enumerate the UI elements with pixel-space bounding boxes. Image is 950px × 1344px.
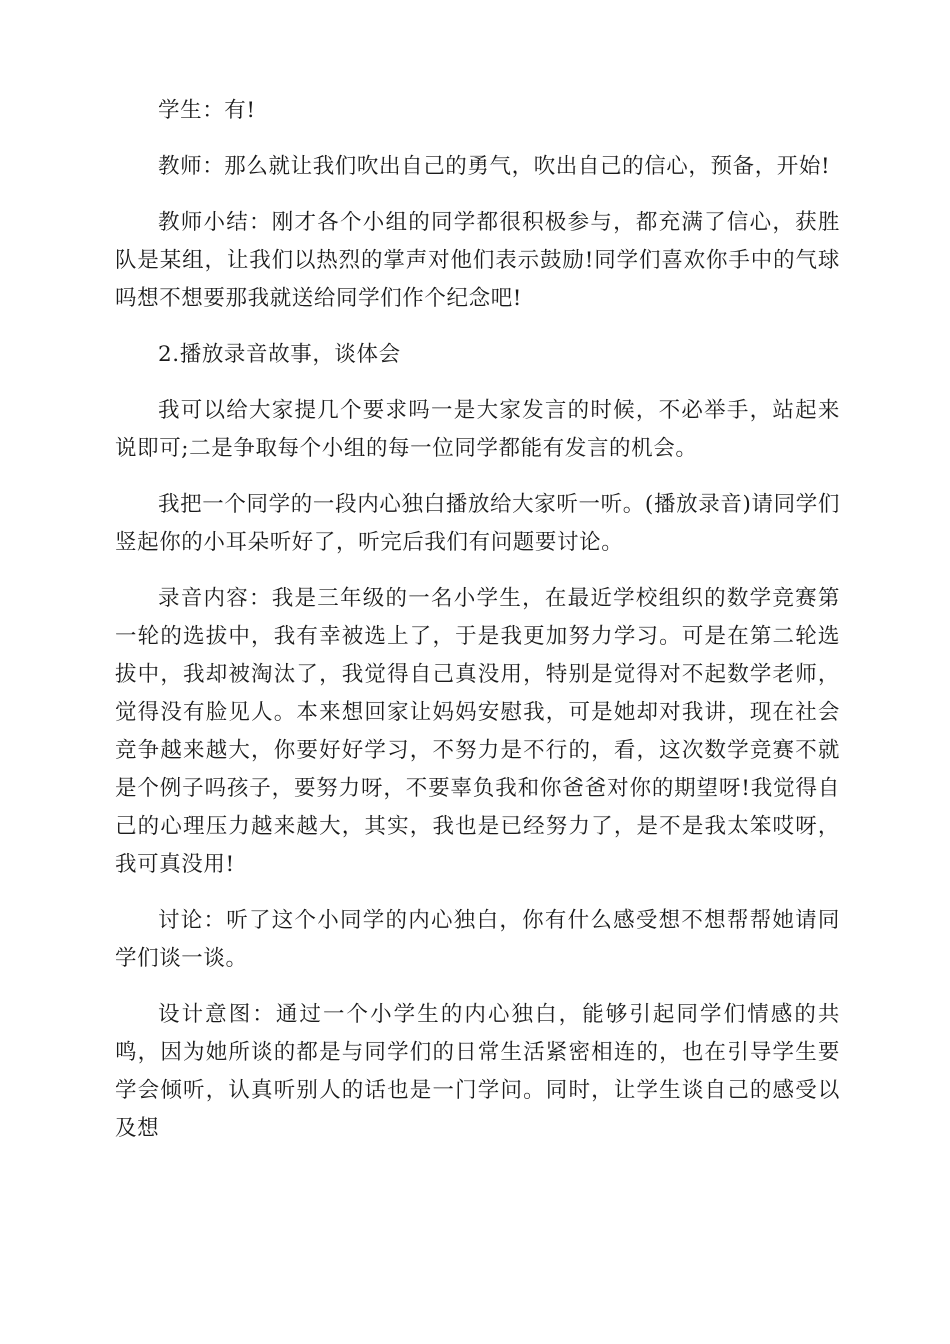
paragraph-requirements: 我可以给大家提几个要求吗一是大家发言的时候，不必举手，站起来说即可;二是争取每个小组的每一位同学都能有发言的机会。 — [115, 398, 840, 461]
document-body — [115, 92, 840, 1166]
paragraph-play-recording: 我把一个同学的一段内心独白播放给大家听一听。(播放录音)请同学们竖起你的小耳朵听好了，听完后我们有问题要讨论。 — [115, 492, 840, 555]
paragraph-student-answer: 学生：有! — [158, 98, 256, 123]
paragraph-teacher-summary: 教师小结：刚才各个小组的同学都很积极参与，都充满了信心，获胜队是某组，让我们以热烈的掌声对他们表示鼓励!同学们喜欢你手中的气球吗想不想要那我就送给同学们作个纪念吧! — [115, 210, 840, 311]
paragraph-recording-content: 录音内容：我是三年级的一名小学生，在最近学校组织的数学竞赛第一轮的选拔中，我有幸被选上了，于是我更加努力学习。可是在第二轮选拔中，我却被淘汰了，我觉得自己真没用，特别是觉得对不起数学老师，觉得没有脸见人。本来想回家让妈妈安慰我，可是她却对我讲，现在社会竞争越来越大，你要好好学习，不努力是不行的，看，这次数学竞赛不就是个例子吗孩子，要努力呀，不要辜负我和你爸爸对你的期望呀!我觉得自己的心理压力越来越大，其实，我也是已经努力了，是不是我太笨哎呀，我可真没用! — [115, 586, 840, 877]
paragraph-design-intent: 设计意图：通过一个小学生的内心独白，能够引起同学们情感的共鸣，因为她所谈的都是与同学们的日常生活紧密相连的，也在引导学生要学会倾听，认真听别人的话也是一门学问。同时，让学生谈自己的感受以及想 — [115, 1002, 840, 1141]
paragraph-discussion: 讨论：听了这个小同学的内心独白，你有什么感受想不想帮帮她请同学们谈一谈。 — [115, 908, 840, 971]
section-heading-recording-story: 2.播放录音故事，谈体会 — [158, 342, 401, 367]
paragraph-teacher-instruction: 教师：那么就让我们吹出自己的勇气，吹出自己的信心，预备，开始! — [158, 154, 831, 179]
